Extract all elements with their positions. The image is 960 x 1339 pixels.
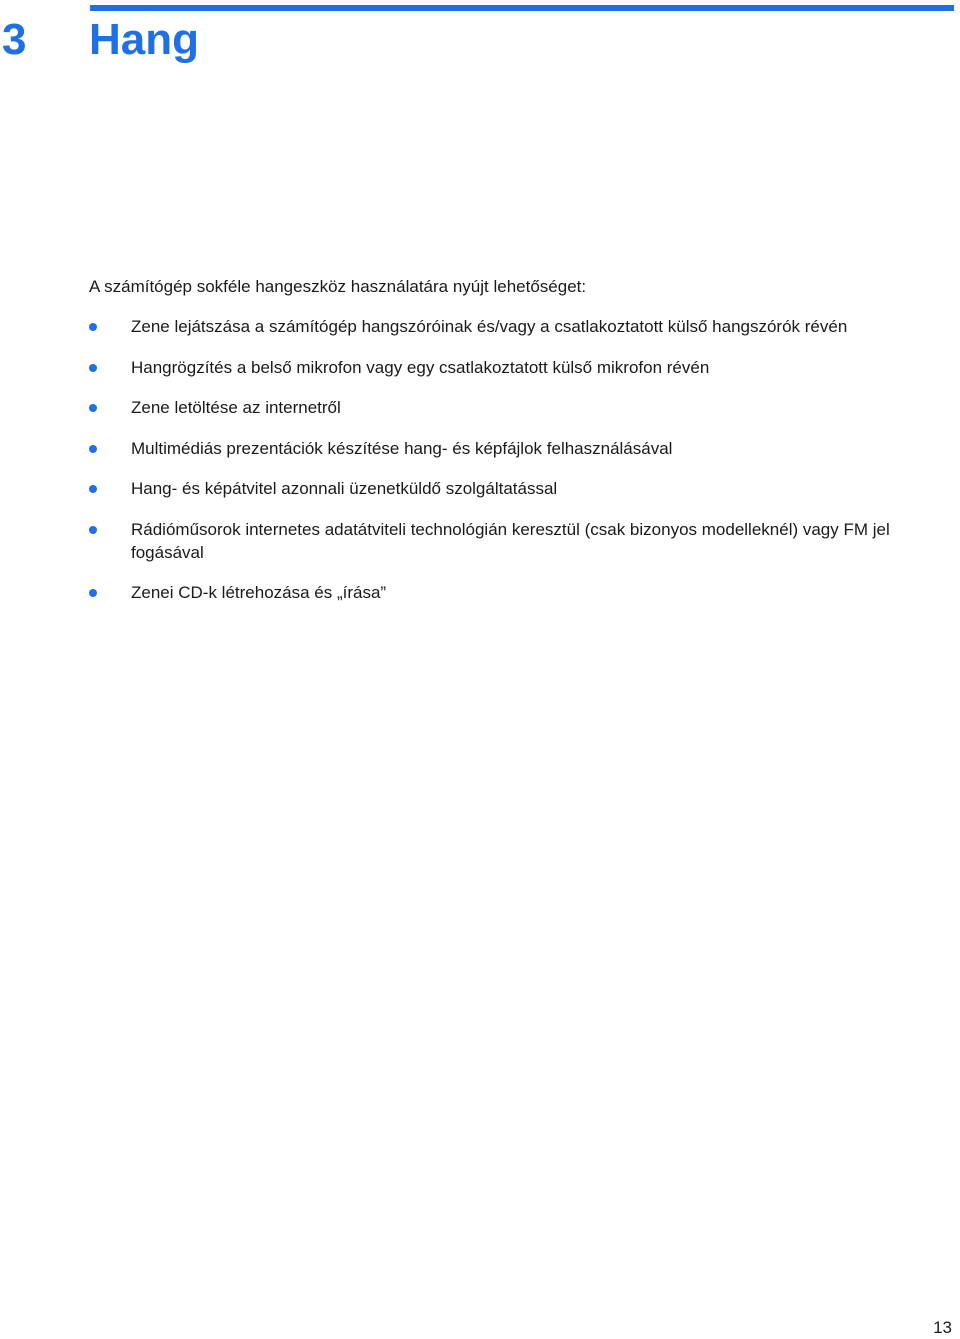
bullet-icon xyxy=(89,526,97,534)
list-item-text: Zene letöltése az internetről xyxy=(131,398,341,417)
chapter-number: 3 xyxy=(2,15,27,64)
list-item-text: Rádióműsorok internetes adatátviteli technológián keresztül (csak bizonyos modelleknél) vagy FM jel fogásával xyxy=(131,519,890,562)
list-item xyxy=(89,581,955,604)
feature-list xyxy=(89,315,955,622)
list-item xyxy=(89,396,955,419)
list-item-text: Hang- és képátvitel azonnali üzenetküldő szolgáltatással xyxy=(131,479,558,498)
bullet-icon xyxy=(89,589,97,597)
header-rule xyxy=(90,5,954,11)
list-item xyxy=(89,356,955,379)
bullet-icon xyxy=(89,323,97,331)
list-item-text: Hangrögzítés a belső mikrofon vagy egy csatlakoztatott külső mikrofon révén xyxy=(131,357,710,377)
list-item xyxy=(89,477,955,500)
list-item xyxy=(89,437,955,460)
list-item-text: Zenei CD-k létrehozása és „írása” xyxy=(131,583,387,602)
bullet-icon xyxy=(89,445,97,453)
intro-paragraph: A számítógép sokféle hangeszköz használatára nyújt lehetőséget: xyxy=(89,277,587,296)
list-item xyxy=(89,518,955,564)
list-item-text: Zene lejátszása a számítógép hangszóróinak és/vagy a csatlakoztatott külső hangszórók révén xyxy=(131,317,848,336)
bullet-icon xyxy=(89,404,97,412)
page-number: 13 xyxy=(933,1318,952,1337)
list-item-text: Multimédiás prezentációk készítése hang- és képfájlok felhasználásával xyxy=(131,438,673,458)
list-item xyxy=(89,315,955,338)
bullet-icon xyxy=(89,485,97,493)
chapter-title: Hang xyxy=(89,15,199,64)
bullet-icon xyxy=(89,364,97,372)
